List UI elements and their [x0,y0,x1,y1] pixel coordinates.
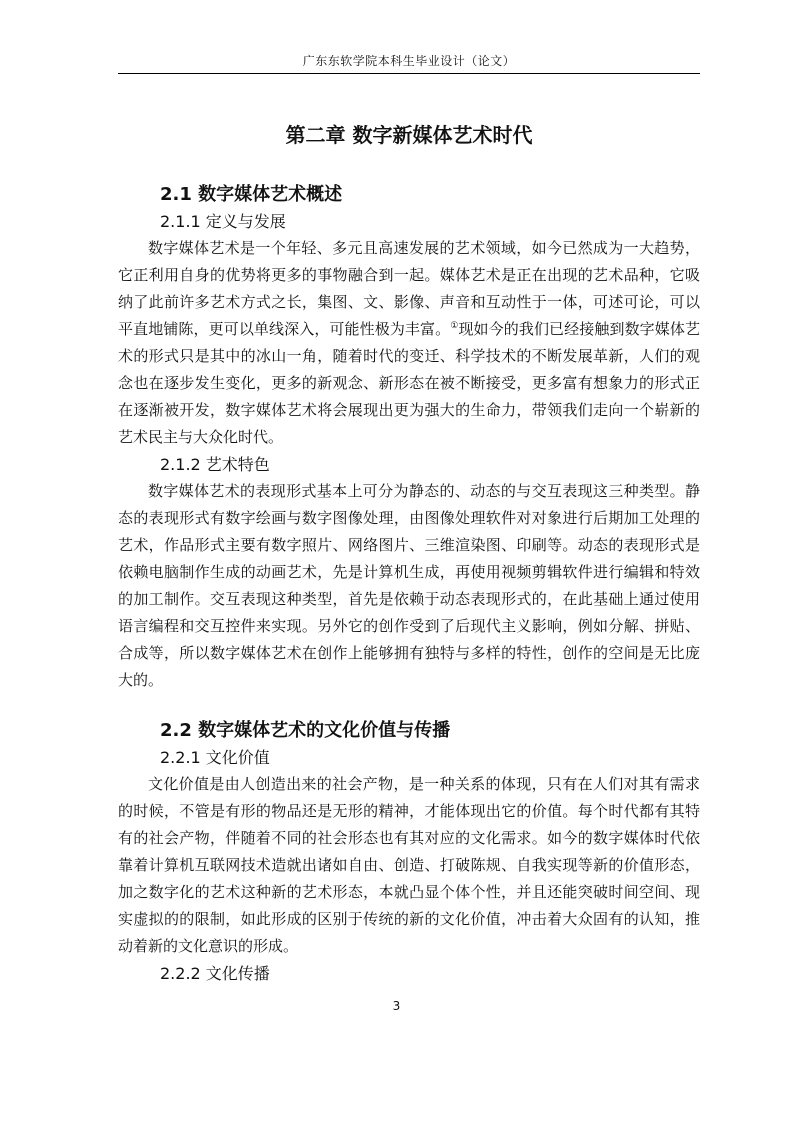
section-gap [118,694,700,718]
subsection-heading-2-1-2: 2.1.2 艺术特色 [160,455,270,474]
footnote-marker: ① [450,321,459,331]
paragraph-definition [118,235,700,451]
subsection-heading-2-2-2: 2.2.2 文化传播 [160,964,270,983]
running-header: 广东东软学院本科生毕业设计（论文） [302,54,516,68]
page-number: 3 [392,999,401,1013]
paragraph-art-features: 数字媒体艺术的表现形式基本上可分为静态的、动态的与交互表现这三种类型。静态的表现形式有数字绘画与数字图像处理，由图像处理软件对对象进行后期加工处理的艺术，作品形式主要有数字照片、网络图片、三维渲染图、印刷等。动态的表现形式是依赖电脑制作生成的动画艺术，先是计算机生成，再使用视频剪辑软件进行编辑和特效的加工制作。交互表现这种类型，首先是依赖于动态表现形式的，在此基础上通过使用语言编程和交互控件来实现。另外它的创作受到了后现代主义影响，例如分解、拼贴、合成等，所以数字媒体艺术在创作上能够拥有独特与多样的特性，创作的空间是无比庞大的。 [118,482,700,689]
section-heading-2-2: 2.2 数字媒体艺术的文化价值与传播 [160,720,451,741]
header-rule [118,73,700,74]
paragraph-cultural-value: 文化价值是由人创造出来的社会产物，是一种关系的体现，只有在人们对其有需求的时候，不管是有形的物品还是无形的精神，才能体现出它的价值。每个时代都有其特有的社会产物，伴随着不同的社会形态也有其对应的文化需求。如今的数字媒体时代依靠着计算机互联网技术造就出诸如自由、创造、打破陈规、自我实现等新的价值形态，加之数字化的艺术这种新的艺术形态，本就凸显个体个性，并且还能突破时间空间、现实虚拟的的限制，如此形成的区别于传统的新的文化价值，冲击着大众固有的认知，推动着新的文化意识的形成。 [118,775,700,955]
subsection-heading-2-1-1: 2.1.1 定义与发展 [160,212,286,231]
section-heading-2-1: 2.1 数字媒体艺术概述 [160,184,343,205]
chapter-title: 第二章 数字新媒体艺术时代 [285,123,533,147]
subsection-heading-2-2-1: 2.2.1 文化价值 [160,748,270,767]
paragraph-definition-part-a: 数字媒体艺术是一个年轻、多元且高速发展的艺术领域，如今已然成为一大趋势，它正利用自身的优势将更多的事物融合到一起。媒体艺术是正在出现的艺术品种，它吸纳了此前许多艺术方式之长，集图、文、影像、声音和互动性于一体，可述可论，可以平直地铺陈，更可以单线深入，可能性极为丰富。 [118,239,700,338]
page-body [118,120,700,987]
paragraph-definition-part-b: 现如今的我们已经接触到数字媒体艺术的形式只是其中的冰山一角，随着时代的变迁、科学技术的不断发展革新，人们的观念也在逐步发生变化，更多的新观念、新形态在被不断接受，更多富有想象力的形式正在逐渐被开发，数字媒体艺术将会展现出更为强大的生命力，带领我们走向一个崭新的艺术民主与大众化时代。 [118,320,700,446]
